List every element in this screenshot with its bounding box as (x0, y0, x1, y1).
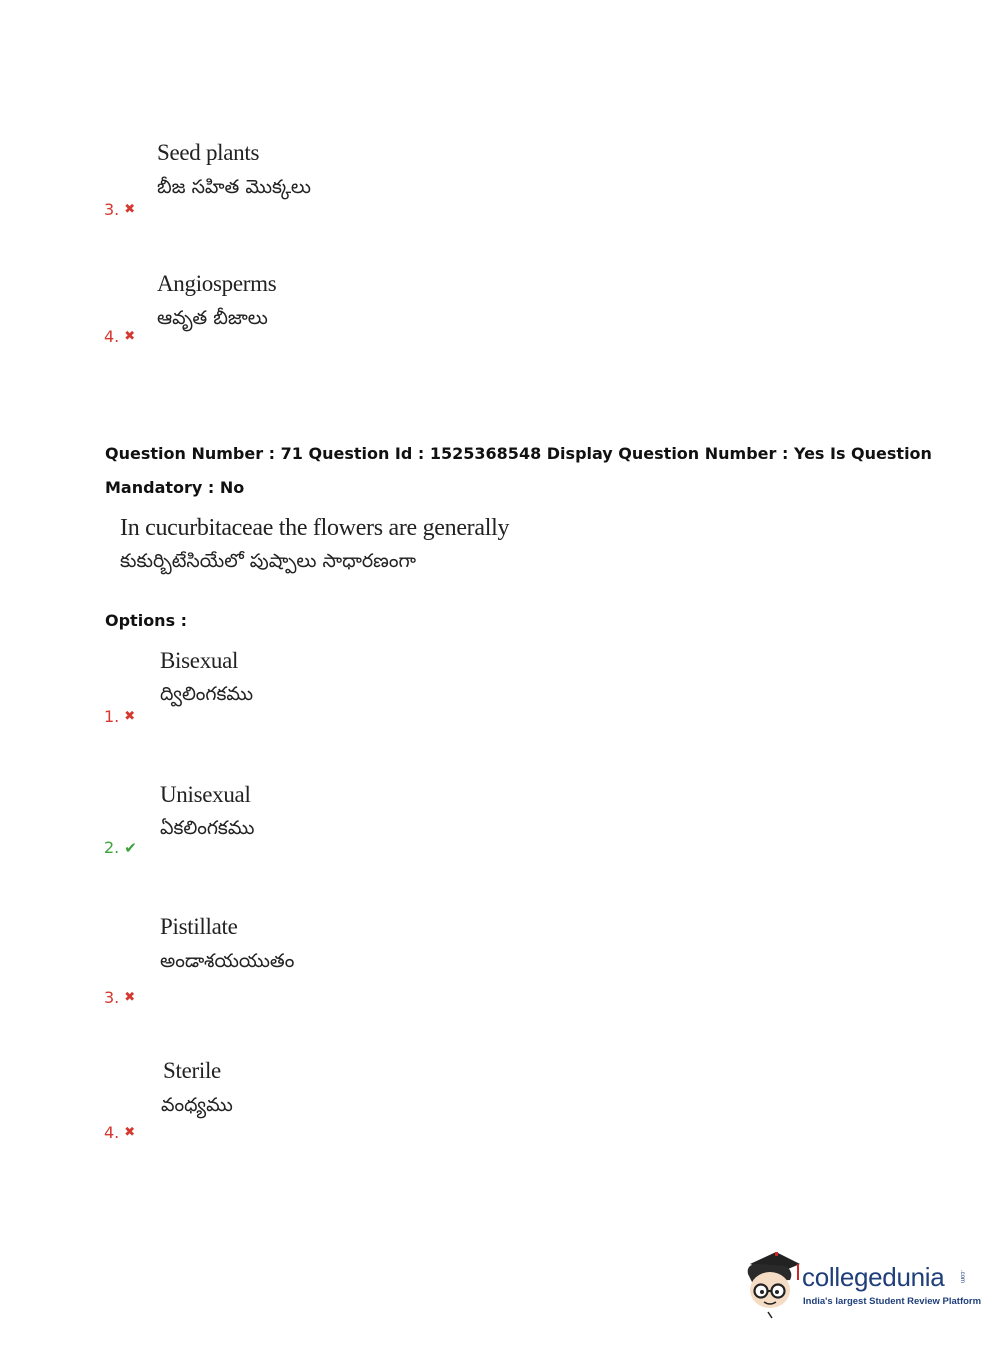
option-3-telugu: బీజ సహిత మొక్కలు (157, 176, 311, 198)
option-number: 2. (104, 838, 120, 857)
cross-icon: ✖ (124, 1125, 136, 1140)
options-label: Options : (105, 611, 188, 630)
option-2-telugu: ఏకలింగకము (160, 817, 255, 839)
option-1-english: Bisexual (160, 648, 239, 673)
cross-icon: ✖ (124, 709, 136, 724)
option-number: 1. (104, 707, 120, 726)
option-number: 3. (104, 988, 120, 1007)
option-1-marker (104, 707, 135, 726)
option-4-marker (104, 327, 135, 346)
question-text-telugu: కుకుర్బిటేసియేలో పుష్పాలు సాధారణంగా (120, 550, 416, 572)
cross-icon: ✖ (124, 329, 136, 344)
student-mascot-icon (742, 1250, 802, 1320)
option-3-marker (104, 200, 135, 219)
cross-icon: ✖ (124, 990, 136, 1005)
option-number: 4. (104, 1123, 120, 1142)
question-meta-line-2: Mandatory : No (105, 478, 245, 497)
option-4-english: Sterile (163, 1058, 221, 1083)
brand-tagline: India's largest Student Review Platform (803, 1296, 982, 1307)
cross-icon: ✖ (124, 202, 136, 217)
option-1-telugu: ద్విలింగకము (160, 683, 254, 705)
option-4-telugu: ఆవృత బీజాలు (157, 307, 268, 329)
option-4-english: Angiosperms (157, 271, 277, 296)
option-3-english: Pistillate (160, 914, 238, 939)
option-3-telugu: అండాశయయుతం (160, 950, 295, 972)
question-text-english: In cucurbitaceae the flowers are generally (120, 515, 510, 541)
option-number: 3. (104, 200, 120, 219)
option-number: 4. (104, 327, 120, 346)
option-3-marker (104, 988, 135, 1007)
option-4-marker (104, 1123, 135, 1142)
collegedunia-logo[interactable] (742, 1250, 982, 1320)
brand-suffix: .com (959, 1270, 965, 1284)
check-icon: ✔ (124, 838, 137, 857)
option-2-english: Unisexual (160, 782, 251, 807)
option-2-marker (104, 838, 137, 857)
brand-name: collegedunia (802, 1262, 945, 1292)
option-3-english: Seed plants (157, 140, 260, 165)
option-4-telugu: వంధ్యము (161, 1094, 233, 1116)
question-meta-line-1: Question Number : 71 Question Id : 1525368548 Display Question Number : Yes Is Question (105, 444, 932, 463)
